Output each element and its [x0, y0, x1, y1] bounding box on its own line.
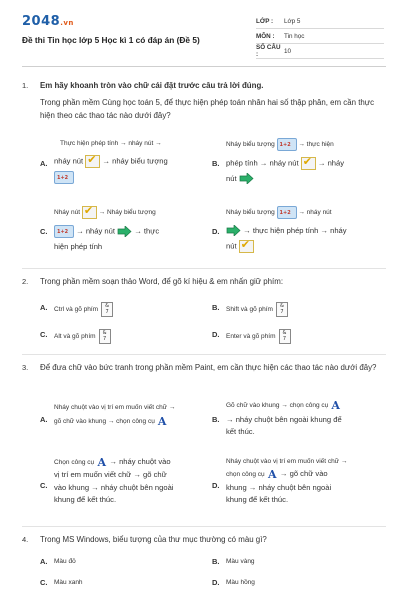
math-book-icon — [54, 225, 74, 238]
text-tool-icon: A — [268, 467, 277, 481]
arrow-button-icon — [226, 225, 241, 236]
question-text: Trong phần mềm soạn thảo Word, để gõ kí hiệu & em nhấn giữ phím: — [40, 277, 284, 286]
option-letter: C. — [40, 227, 48, 236]
option-1c[interactable]: C. Nháy nút ✔ → Nháy biểu tượng 1+2 → nháy nút → thực hiện phép tính — [40, 206, 210, 262]
option-letter: C. — [40, 578, 48, 587]
option-letter: B. — [212, 415, 220, 424]
option-3a[interactable]: A. Nháy chuột vào vị trí em muốn viết chữ → gõ chữ vào khung → chọn công cụ A — [40, 404, 176, 429]
math-book-icon — [54, 171, 74, 184]
question-number: 4. — [22, 535, 29, 544]
meta-row-subject: MÔN : Tin học — [256, 29, 384, 44]
option-1d[interactable]: D. Nháy biểu tượng 1+2 → nháy nút → thực hiện phép tính → nháy nút ✔ — [212, 206, 384, 262]
site-logo[interactable]: 2048.vn — [22, 14, 74, 29]
check-button-icon — [85, 155, 100, 168]
option-letter: A. — [40, 159, 48, 168]
question-4 — [22, 534, 386, 548]
math-book-icon — [277, 206, 297, 219]
math-book-icon — [277, 138, 297, 151]
ampersand-key-icon: & 7 — [101, 302, 113, 317]
option-2d[interactable]: D. Enter và gõ phím& 7 — [212, 327, 384, 345]
check-button-icon — [82, 206, 97, 219]
ampersand-key-icon: & 7 — [279, 329, 291, 344]
option-letter: A. — [40, 415, 48, 424]
text-tool-icon: A — [157, 415, 167, 429]
question-number: 1. — [22, 81, 29, 90]
question-text: Trong phần mềm Cùng học toán 5, để thực hiện phép toán nhân hai số thập phân, em cần thực hiện theo các thao tác nào dưới đây? — [40, 98, 375, 120]
option-letter: A. — [40, 303, 48, 312]
question-2 — [22, 276, 386, 290]
question-number: 3. — [22, 363, 29, 372]
option-letter: B. — [212, 159, 220, 168]
option-letter: A. — [40, 557, 48, 566]
option-2b[interactable]: B. Shift và gõ phím& 7 — [212, 300, 384, 318]
option-3d[interactable]: D. Nháy chuột vào vị trí em muốn viết chữ → chọn công cụ A → gõ chữ vào khung → nháy chuột bên ngoài khung để kết thúc. — [212, 458, 348, 504]
text-tool-icon: A — [331, 399, 340, 412]
page-header — [0, 0, 400, 58]
option-4b[interactable]: B. Màu vàng — [212, 556, 384, 570]
option-4c[interactable]: C. Màu xanh — [40, 577, 210, 591]
question-divider — [22, 526, 386, 527]
option-3b[interactable]: B. Gõ chữ vào khung → chọn công cụ A → nháy chuột bên ngoài khung để kết thúc. — [212, 399, 342, 436]
option-4a[interactable]: A. Màu đỏ — [40, 556, 210, 570]
option-1a[interactable]: A. Thực hiện phép tính → nháy nút → nháy nút ✔ → nháy biểu tượng 1+2 — [40, 138, 210, 194]
page-title: Đề thi Tin học lớp 5 Học kì 1 có đáp án (Đề 5) — [22, 35, 200, 45]
check-button-icon — [301, 157, 316, 170]
option-letter: C. — [40, 330, 48, 339]
text-tool-icon: A — [97, 455, 107, 469]
option-letter: D. — [212, 227, 220, 236]
option-2c[interactable]: C. Alt và gõ phím& 7 — [40, 327, 210, 345]
option-letter: B. — [212, 557, 220, 566]
question-number: 2. — [22, 277, 29, 286]
option-letter: D. — [212, 481, 220, 490]
question-3 — [22, 362, 386, 390]
arrow-button-icon — [117, 226, 132, 237]
question-1 — [22, 80, 386, 120]
option-1b[interactable]: B. Nháy biểu tượng 1+2 → thực hiện phép tính → nháy nút ✔ → nháy nút — [212, 138, 384, 194]
meta-row-count: SỐ CÂU : 10 — [256, 44, 384, 59]
option-letter: D. — [212, 330, 220, 339]
option-3c[interactable]: C. Chọn công cụ A → nháy chuột vào vị trí em muốn viết chữ → gõ chữ vào khung → nháy chuột bên ngoài khung để kết thúc. — [40, 455, 174, 504]
ampersand-key-icon: & 7 — [276, 302, 288, 317]
question-text: Trong MS Windows, biểu tượng của thư mục thường có màu gì? — [40, 535, 267, 544]
meta-row-class: LỚP : Lớp 5 — [256, 14, 384, 29]
ampersand-key-icon: & 7 — [99, 329, 111, 344]
question-instruction: Em hãy khoanh tròn vào chữ cái đặt trước câu trả lời đúng. — [40, 81, 264, 90]
question-text: Để đưa chữ vào bức tranh trong phần mềm Paint, em cần thực hiện các thao tác nào dưới đây? — [40, 363, 377, 372]
option-letter: C. — [40, 481, 48, 490]
option-letter: D. — [212, 578, 220, 587]
meta-info — [256, 14, 384, 59]
check-button-icon — [239, 240, 254, 253]
option-2a[interactable]: A. Ctrl và gõ phím& 7 — [40, 300, 210, 318]
header-divider — [22, 66, 386, 67]
option-letter: B. — [212, 303, 220, 312]
question-divider — [22, 354, 386, 355]
arrow-button-icon — [239, 173, 254, 184]
question-divider — [22, 268, 386, 269]
option-4d[interactable]: D. Màu hồng — [212, 577, 384, 591]
